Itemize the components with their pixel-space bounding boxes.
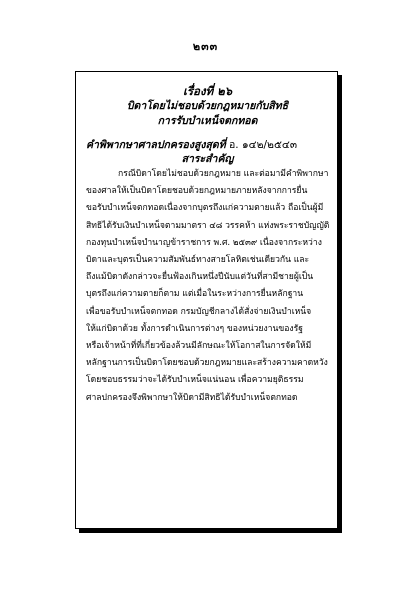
essence-line: เพื่อขอรับบำเหน็จตกทอด กรมบัญชีกลางได้สั่งจ่ายเงินบำเหน็จ [86, 306, 312, 317]
court-order-line [86, 138, 329, 152]
box-shadow-right [338, 75, 342, 533]
story-number: เรื่องที่ ๒๖ [182, 84, 233, 98]
essence-line: ของศาลให้เป็นบิดาโดยชอบด้วยกฎหมายภายหลังจากการยื่น [86, 186, 308, 197]
case-title-line-1: บิดาโดยไม่ชอบด้วยกฎหมายกับสิทธิ [126, 100, 289, 112]
essence-line: บุตรถึงแก่ความตายก็ตาม แต่เมื่อในระหว่างการยื่นหลักฐาน [86, 289, 304, 300]
essence-line: ศาลปกครองจึงพิพากษาให้บิดามีสิทธิได้รับบำเหน็จตกทอด [86, 392, 298, 403]
essence-line: บิดาและบุตรเป็นความสัมพันธ์ทางสายโลหิตเช่นเดียวกัน และ [86, 255, 310, 266]
essence-line: หลักฐานการเป็นบิดาโดยชอบด้วยกฎหมายและสร้างความคาดหวัง [86, 358, 328, 369]
essence-body [86, 166, 329, 407]
essence-line: ถึงแม้บิดาดังกล่าวจะยื่นฟ้องเกินหนึ่งปีนับแต่วันที่สามีชายผู้เป็น [86, 272, 314, 283]
case-summary-box [75, 71, 338, 529]
essence-line: กองทุนบำเหน็จบำนาญข้าราชการ พ.ศ. ๒๕๓๙ เนื่องจากระหว่าง [86, 237, 322, 248]
essence-line: ให้แก่บิดาด้วย ทั้งการดำเนินการต่างๆ ของหน่วยงานของรัฐ [86, 323, 303, 334]
essence-line: โดยชอบธรรมว่าจะได้รับบำเหน็จแน่นอน เพื่อความยุติธรรม [86, 375, 304, 386]
essence-line: กรณีบิดาโดยไม่ชอบด้วยกฎหมาย และต่อมามีคำพิพากษา [118, 169, 329, 179]
page-number: ๒๓๓ [192, 40, 219, 53]
case-summary-content [86, 84, 329, 407]
box-shadow-bottom [79, 529, 342, 533]
essence-line: ขอรับบำเหน็จตกทอดเนื่องจากบุตรถึงแก่ความตายแล้ว ถือเป็นผู้มี [86, 203, 324, 214]
case-title-line-2: การรับบำเหน็จตกทอด [157, 115, 258, 127]
court-order-label: คำพิพากษาศาลปกครองสูงสุดที่ [86, 139, 226, 151]
essence-line: สิทธิได้รับเงินบำเหน็จตามมาตรา ๔๘ วรรคห้า แห่งพระราชบัญญัติ [86, 220, 329, 231]
essence-heading: สาระสำคัญ [181, 153, 234, 165]
court-order-number: อ. ๑๔๒/๒๕๔๓ [228, 139, 298, 151]
essence-line: หรือเจ้าหน้าที่ที่เกี่ยวข้องล้วนมีลักษณะให้โอกาสในการจัดให้มี [86, 341, 312, 352]
